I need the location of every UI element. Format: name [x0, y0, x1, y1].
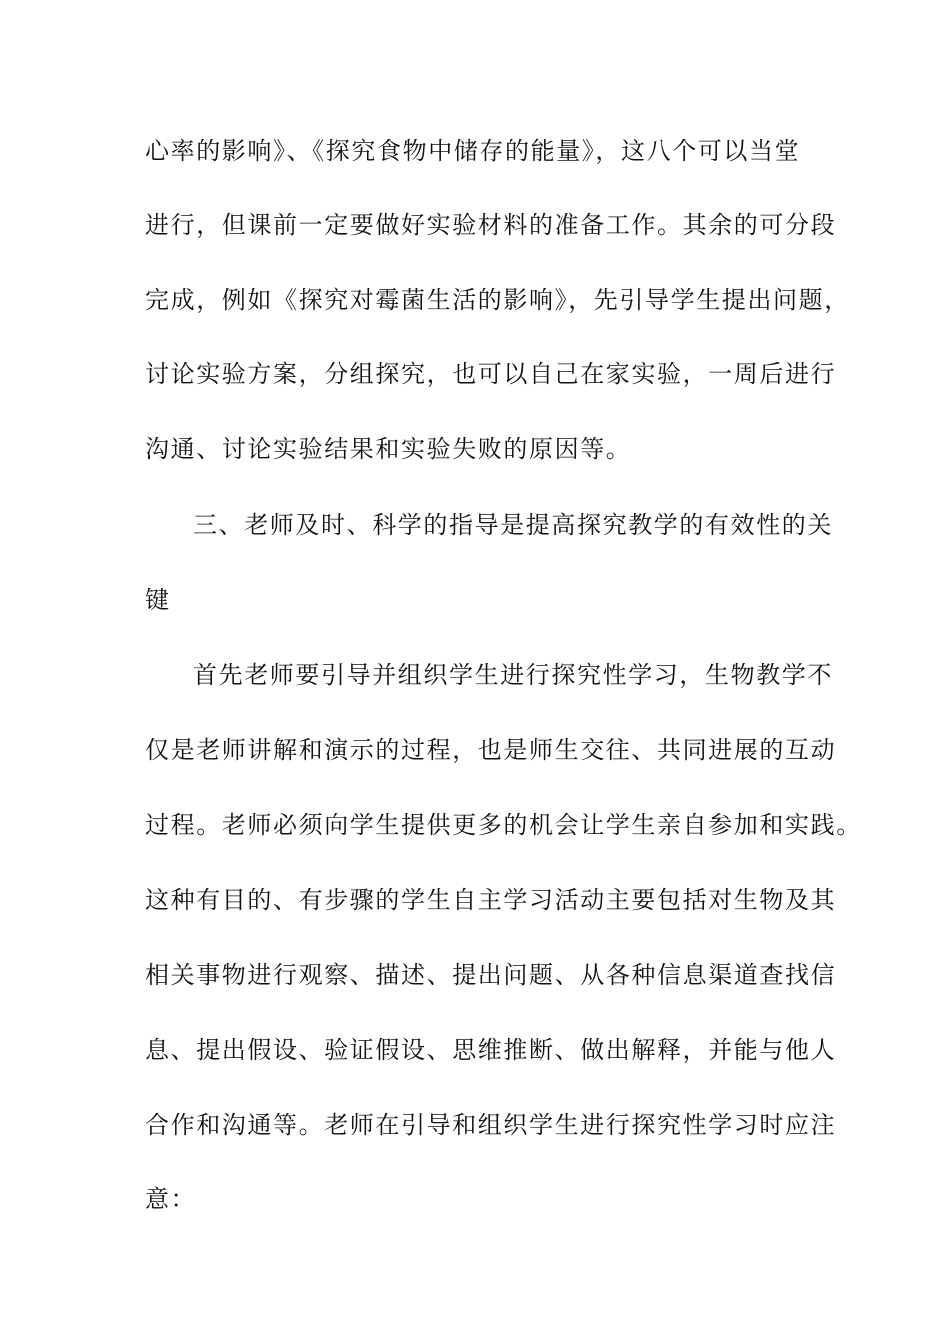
text-line: 相关事物进行观察、描述、提出问题、从各种信息渠道查找信 — [145, 961, 837, 989]
section-heading-continued: 键 — [145, 586, 171, 614]
text-line: 仅是老师讲解和演示的过程，也是师生交往、共同进展的互动 — [145, 736, 837, 764]
text-line: 沟通、讨论实验结果和实验失败的原因等。 — [145, 435, 632, 463]
text-line: 这种有目的、有步骤的学生自主学习活动主要包括对生物及其 — [145, 886, 837, 914]
text-line: 合作和沟通等。老师在引导和组织学生进行探究性学习时应注 — [145, 1111, 837, 1139]
section-heading: 三、老师及时、科学的指导是提高探究教学的有效性的关 — [193, 511, 833, 539]
text-line: 过程。老师必须向学生提供更多的机会让学生亲自参加和实践。 — [145, 811, 862, 839]
text-line: 息、提出假设、验证假设、思维推断、做出解释，并能与他人 — [145, 1036, 837, 1064]
text-line: 心率的影响》、《探究食物中储存的能量》，这八个可以当堂 — [145, 137, 801, 165]
text-line: 意： — [145, 1185, 197, 1213]
paragraph-first-line: 首先老师要引导并组织学生进行探究性学习，生物教学不 — [193, 661, 833, 689]
text-line: 讨论实验方案，分组探究，也可以自己在家实验，一周后进行 — [145, 360, 837, 388]
text-line: 完成，例如《探究对霉菌生活的影响》，先引导学生提出问题， — [145, 286, 850, 314]
text-line: 进行，但课前一定要做好实验材料的准备工作。其余的可分段 — [145, 211, 837, 239]
